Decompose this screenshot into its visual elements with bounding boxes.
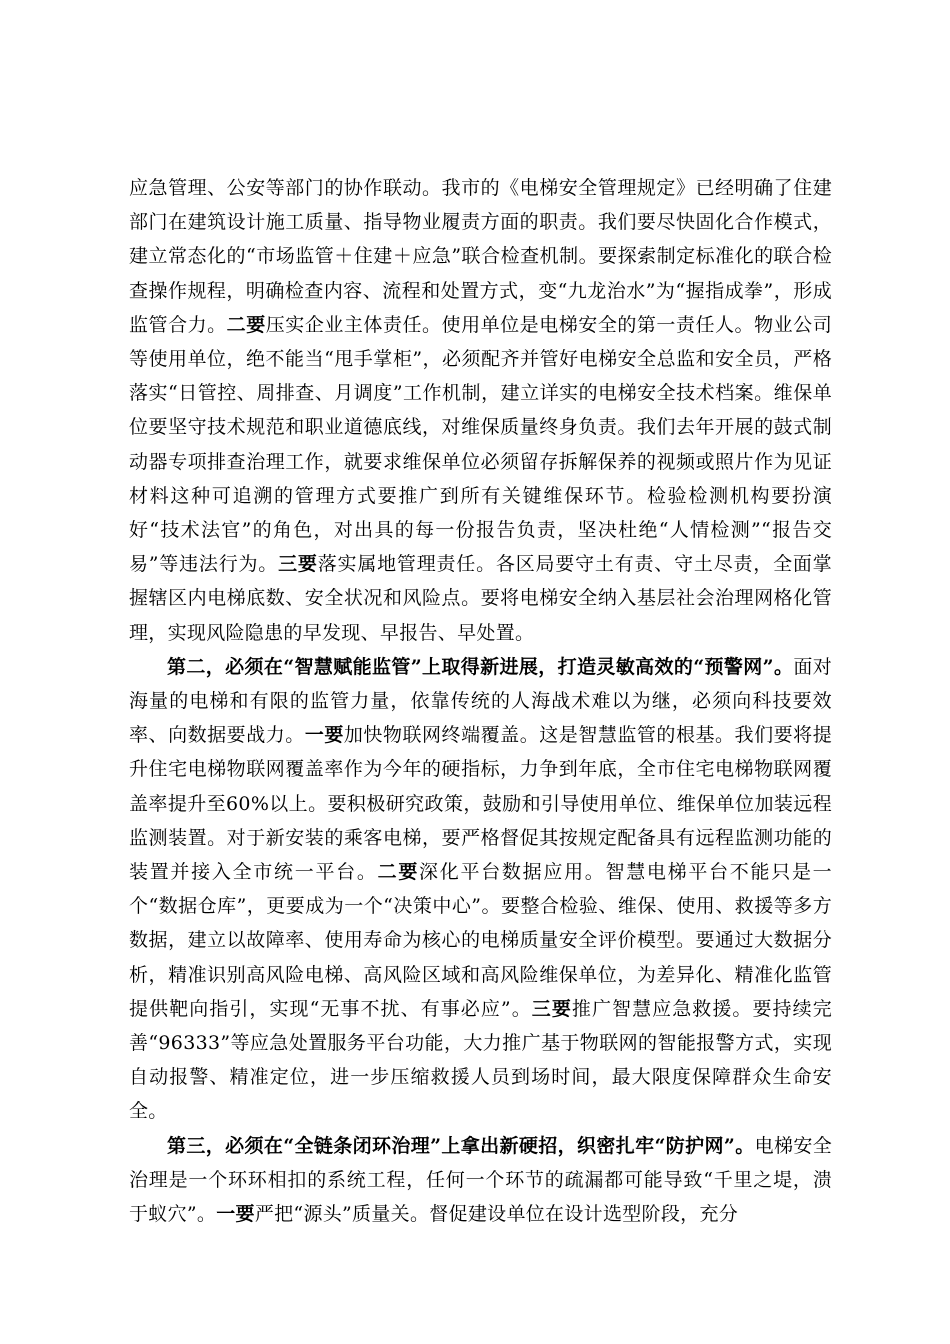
bold-keyword-er-yao: 二要	[226, 313, 266, 336]
text-run: 应急管理、公安等部门的协作联动。我市的《电梯安全管理规定》已经明确了住建部门在建筑设计施工质量、指导物业履责方面的职责。我们要尽快固化合作模式，建立常态化的“市场监管＋住建＋应急”联合检查机制。要探索制定标准化的联合检查操作规程，明确检查内容、流程和处置方式，变“九龙治水”为“握指成拳”，形成监管合力。	[129, 177, 832, 336]
paragraph-2	[129, 650, 832, 1129]
text-run: 加快物联网终端覆盖。这是智慧监管的根基。我们要将提升住宅电梯物联网覆盖率作为今年的硬指标，力争到年底，全市住宅电梯物联网覆盖率提升至60%以上。要积极研究政策，鼓励和引导使用单位、维保单位加装远程监测装置。对于新安装的乘客电梯，要严格督促其按规定配备具有远程监测功能的装置并接入全市统一平台。	[129, 724, 832, 884]
text-run: 深化平台数据应用。智慧电梯平台不能只是一个“数据仓库”，更要成为一个“决策中心”。要整合检验、维保、使用、救援等多方数据，建立以故障率、使用寿命为核心的电梯质量安全评价模型。要通过大数据分析，精准识别高风险电梯、高风险区域和高风险维保单位，为差异化、精准化监管提供靶向指引，实现“无事不扰、有事必应”。	[129, 861, 832, 1020]
bold-keyword-er-yao: 二要	[377, 861, 420, 884]
text-run: 面对海量的电梯和有限的监管力量，依靠传统的人海战术难以为继，必须向科技要效率、向数据要战力。	[129, 655, 832, 747]
bold-keyword-yi-yao: 一要	[216, 1203, 255, 1226]
text-run: 推广智慧应急救援。要持续完善“96333”等应急处置服务平台功能，大力推广基于物联网的智能报警方式，实现自动报警、精准定位，进一步压缩救援人员到场时间，最大限度保障群众生命安全。	[129, 997, 832, 1123]
section-heading-third: 第三，必须在“全链条闭环治理”上拿出新硬招，织密扎牢“防护网”。	[167, 1134, 755, 1157]
bold-keyword-san-yao: 三要	[278, 553, 318, 576]
document-page	[129, 171, 832, 1231]
bold-keyword-yi-yao: 一要	[304, 724, 344, 747]
text-run: 压实企业主体责任。使用单位是电梯安全的第一责任人。物业公司等使用单位，绝不能当“甩手掌柜”，必须配齐并管好电梯安全总监和安全员，严格落实“日管控、周排查、月调度”工作机制，建立详实的电梯安全技术档案。维保单位要坚守技术规范和职业道德底线，对维保质量终身负责。我们去年开展的鼓式制动器专项排查治理工作，就要求维保单位必须留存拆解保养的视频或照片作为见证材料这种可追溯的管理方式要推广到所有关键维保环节。检验检测机构要扮演好“技术法官”的角色，对出具的每一份报告负责，坚决杜绝“人情检测”“报告交易”等违法行为。	[129, 313, 832, 576]
section-heading-second: 第二，必须在“智慧赋能监管”上取得新进展，打造灵敏高效的“预警网”。	[167, 655, 794, 678]
text-run: 严把“源头”质量关。督促建设单位在设计选型阶段，充分	[254, 1203, 739, 1226]
paragraph-3	[129, 1129, 832, 1232]
text-run: 落实属地管理责任。各区局要守土有责、守土尽责，全面掌握辖区内电梯底数、安全状况和风险点。要将电梯安全纳入基层社会治理网格化管理，实现风险隐患的早发现、早报告、早处置。	[129, 553, 832, 644]
bold-keyword-san-yao: 三要	[531, 997, 572, 1020]
paragraph-1	[129, 171, 832, 650]
text-run: 电梯安全治理是一个环环相扣的系统工程，任何一个环节的疏漏都可能导致“千里之堤，溃于蚁穴”。	[129, 1134, 832, 1226]
